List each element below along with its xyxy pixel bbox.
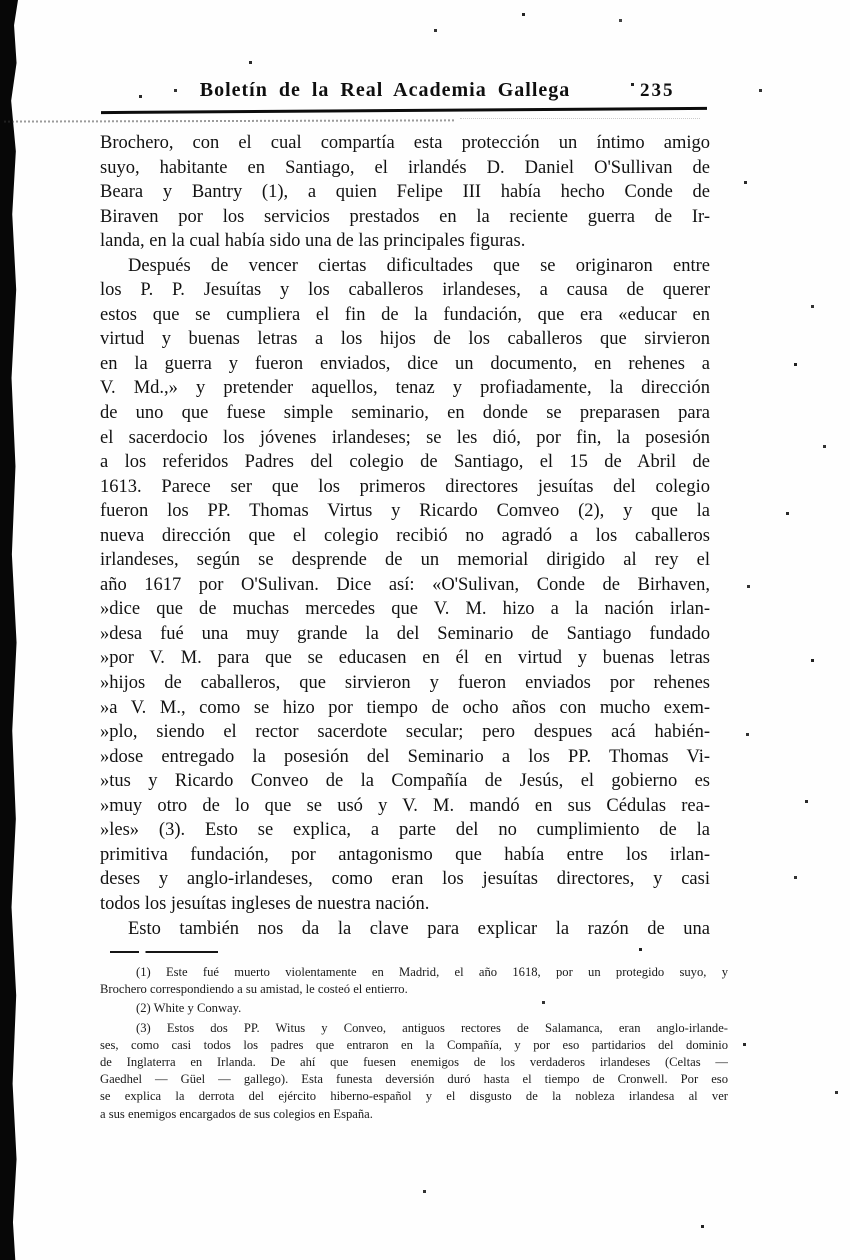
text-line: a los referidos Padres del colegio de Santiago, el 15 de Abril de [100, 452, 710, 473]
text-line: el sacerdocio los jóvenes irlandeses; se les dió, por fin, la posesión [100, 427, 710, 448]
footnote-line: se explica la derrota del ejército hiberno-español y el disgusto de la nobleza irlandesa al ver [100, 1089, 728, 1104]
binding-shadow [0, 0, 18, 1260]
text-line: »hijos de caballeros, que sirvieron y fueron enviados por rehenes [100, 673, 710, 694]
footnote-line: de Inglaterra en Irlanda. De ahí que fuesen enemigos de los verdaderos irlandeses (Celtas — [100, 1054, 728, 1069]
footnote-item [100, 1020, 728, 1123]
text-line: de uno que fuese simple seminario, en donde se preparasen para [100, 403, 710, 424]
text-line: los P. P. Jesuítas y los caballeros irlandeses, a causa de querer [100, 280, 710, 301]
text-line: fueron los PP. Thomas Virtus y Ricardo Comveo (2), y que la [100, 501, 710, 522]
journal-title: Boletín de la Real Academia Gallega [199, 79, 571, 101]
text-line: 1613. Parece ser que los primeros directores jesuítas del colegio [100, 476, 710, 497]
text-line: suyo, habitante en Santiago, el irlandés D. Daniel O'Sullivan de [100, 157, 710, 178]
text-line: primitiva fundación, por antagonismo que había entre los irlan- [100, 844, 710, 865]
text-line: año 1617 por O'Sulivan. Dice así: «O'Sulivan, Conde de Birhaven, [100, 574, 710, 595]
page-number: 235 [640, 80, 675, 101]
text-line: »a V. M., como se hizo por tiempo de ocho años con mucho exem- [100, 697, 710, 718]
text-line: Esto también nos da la clave para explicar la razón de una [128, 918, 710, 939]
text-line: virtud y buenas letras a los hijos de los caballeros que sirvieron [100, 329, 710, 350]
header-noise-line-2 [460, 118, 700, 119]
footnote-item [100, 964, 728, 998]
text-line: »por V. M. para que se educasen en él en virtud y buenas letras [100, 648, 710, 669]
text-line: Biraven por los servicios prestados en la reciente guerra de Ir- [100, 206, 710, 227]
footnote-line: Brochero correspondiendo a su amistad, le costeó el entierro. [100, 982, 408, 997]
footnote-separator [110, 951, 218, 953]
footnote-line: ses, como casi todos los padres que entraron en la Compañía, y por eso partidarios del dominio [100, 1037, 728, 1052]
text-block [100, 131, 710, 941]
text-line: landa, en la cual había sido una de las principales figuras. [100, 231, 526, 252]
text-line: nueva dirección que el colegio recibió no agradó a los caballeros [100, 525, 710, 546]
scan-noise [0, 0, 1, 1]
footnotes-block [100, 964, 728, 1125]
text-line: irlandeses, según se desprende de un memorial dirigido al rey el [100, 550, 710, 571]
footnote-line: (3) Estos dos PP. Witus y Conveo, antiguos rectores de Salamanca, eran anglo-irlande- [136, 1020, 728, 1035]
text-line: »tus y Ricardo Conveo de la Compañía de Jesús, el gobierno es [100, 771, 710, 792]
text-line: Brochero, con el cual compartía esta protección un íntimo amigo [100, 133, 710, 153]
text-line: »muy otro de lo que se usó y V. M. mandó en sus Cédulas rea- [100, 795, 710, 816]
footnote-item [100, 1000, 728, 1017]
header-noise-line [4, 119, 454, 122]
text-line: »desa fué una muy grande la del Seminario de Santiago fundado [100, 623, 710, 644]
text-line: »plo, siendo el rector sacerdote secular; pero despues acá habién- [100, 722, 710, 743]
header-rule [101, 107, 707, 114]
text-line: todos los jesuítas ingleses de nuestra nación. [100, 893, 430, 914]
footnote-line: a sus enemigos encargados de sus colegios en España. [100, 1106, 373, 1121]
text-line: deses y anglo-irlandeses, como eran los jesuítas directores, y casi [100, 869, 710, 890]
text-line: Después de vencer ciertas dificultades que se originaron entre [128, 255, 710, 276]
footnote-line: (1) Este fué muerto violentamente en Madrid, el año 1618, por un protegido suyo, y [136, 965, 728, 979]
text-line: V. Md.,» y pretender aquellos, tenaz y profiadamente, la dirección [100, 378, 710, 399]
text-line: »les» (3). Esto se explica, a parte del no cumplimiento de la [100, 820, 710, 841]
text-line: »dice que de muchas mercedes que V. M. hizo a la nación irlan- [100, 599, 710, 620]
text-line: estos que se cumpliera el fin de la fundación, que era «educar en [100, 304, 710, 325]
text-line: »dose entregado la posesión del Seminario a los PP. Thomas Vi- [100, 746, 710, 767]
footnote-line: (2) White y Conway. [136, 1001, 242, 1016]
footnote-line: Gaedhel — Güel — gallego). Esta funesta deversión duró hasta el tiempo de Cronwell. Por eso [100, 1072, 728, 1087]
text-line: Beara y Bantry (1), a quien Felipe III había hecho Conde de [100, 182, 710, 203]
text-line: en la guerra y fueron enviados, dice un documento, en rehenes a [100, 353, 710, 374]
